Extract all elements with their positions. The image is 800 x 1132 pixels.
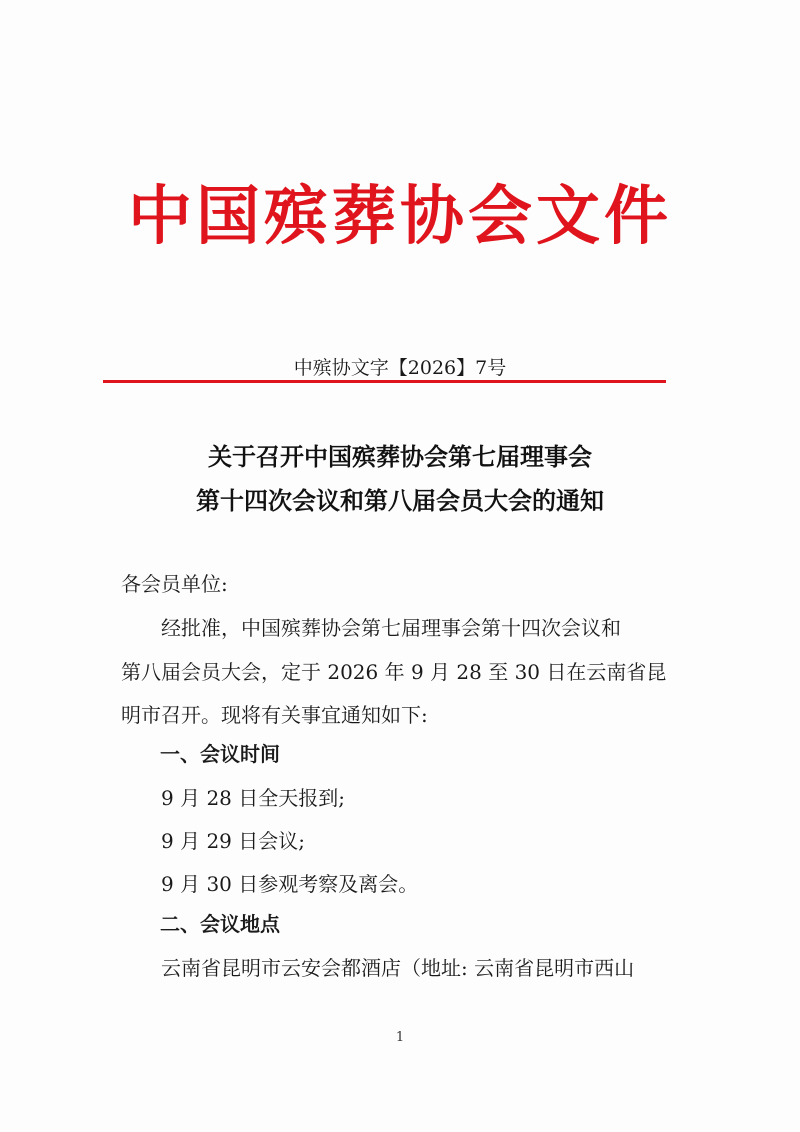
schedule-item-1: 9 月 28 日全天报到; [161,786,345,810]
venue-line-1: 云南省昆明市云安会都酒店（地址: 云南省昆明市西山 [161,956,635,980]
section-heading-meeting-time: 一、会议时间 [160,742,280,766]
document-number: 中殡协文字【2026】7号 [293,357,507,379]
intro-line-3: 明市召开。现将有关事宜通知如下: [121,703,428,727]
red-divider-line [103,380,666,383]
intro-line-2: 第八届会员大会，定于 2026 年 9 月 28 至 30 日在云南省昆 [121,660,667,684]
masthead-title: 中国殡葬协会文件 [128,179,672,254]
schedule-item-2: 9 月 29 日会议; [161,829,305,853]
intro-line-1: 经批准，中国殡葬协会第七届理事会第十四次会议和 [161,616,621,640]
page-number: 1 [395,1030,405,1045]
section-heading-meeting-venue: 二、会议地点 [160,912,280,936]
notice-title-line-2: 第十四次会议和第八届会员大会的通知 [196,486,604,515]
notice-title-line-1: 关于召开中国殡葬协会第七届理事会 [208,442,592,471]
schedule-item-3: 9 月 30 日参观考察及离会。 [161,872,419,896]
salutation: 各会员单位: [121,572,228,596]
